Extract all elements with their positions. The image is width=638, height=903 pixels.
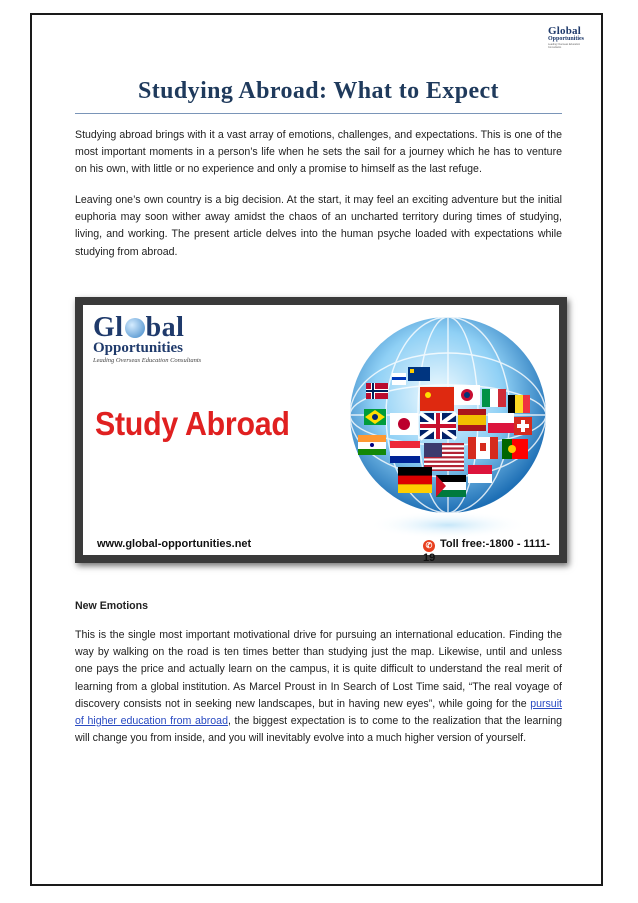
new-emotions-text-start: This is the single most important motivational drive for pursuing an international education. Finding the way by walking on the road is ten times better than studying just the map. Likewise, until and unless one pays the price and actually learn on the campus, it is quite difficult to understand the real merit of learning from a global institution. As Marcel Proust in In Search of Lost Time said, “The real voyage of discovery consists not in seeking new landscapes, but in having new eyes”, while going for the <box>75 629 562 710</box>
intro-paragraph-1: Studying abroad brings with it a vast array of emotions, challenges, and expectations. This is one of the most important moments in a person’s life when he sets the sail for a journey which he has to venture on his own, with little or no experience and only a promise to himself as the last refuge. <box>75 129 562 176</box>
banner-logo-wordmark <box>93 312 201 343</box>
title-divider <box>75 113 562 114</box>
study-abroad-banner <box>75 297 567 563</box>
banner-toll-free-text: Toll free:-1800 - 1111-19 <box>423 538 550 564</box>
banner-website-url: www.global-opportunities.net <box>97 538 252 550</box>
banner-logo-tagline: Leading Overseas Education Consultants <box>93 357 202 364</box>
banner-logo <box>93 312 202 365</box>
banner-toll-free <box>423 538 559 564</box>
new-emotions-text-end: , the biggest expectation is to come to the realization that the learning will change you from inside, and you will inevitably evolve into a much higher version of yourself. <box>75 715 562 745</box>
globe-o-icon <box>125 318 145 338</box>
higher-education-abroad-link[interactable]: pursuit of higher education from abroad <box>75 697 562 728</box>
header-logo-line1: Global <box>548 25 581 37</box>
flag-globe-icon <box>328 305 559 543</box>
header-logo <box>548 26 588 48</box>
header-logo-line2: Opportunities <box>548 36 585 42</box>
page-title: Studying Abroad: What to Expect <box>138 78 499 104</box>
section-heading-new-emotions: New Emotions <box>75 600 148 612</box>
banner-image <box>83 305 559 564</box>
header-logo-tagline: Leading Overseas Education Consultants <box>548 43 581 49</box>
new-emotions-paragraph <box>75 627 562 747</box>
banner-logo-wordmark-a: Gl <box>93 312 124 343</box>
intro-paragraph-2: Leaving one’s own country is a big decision. At the start, it may feel an exciting adventure but the initial euphoria may soon wither away amidst the chaos of an uncharted territory during times of studying, living, and working. The present article delves into the human psyche loaded with expectations while studying from abroad. <box>75 194 562 258</box>
banner-logo-line2: Opportunities <box>93 340 184 356</box>
banner-headline: Study Abroad <box>95 405 290 442</box>
phone-icon: ✆ <box>423 540 435 552</box>
banner-logo-wordmark-b: bal <box>145 312 185 343</box>
